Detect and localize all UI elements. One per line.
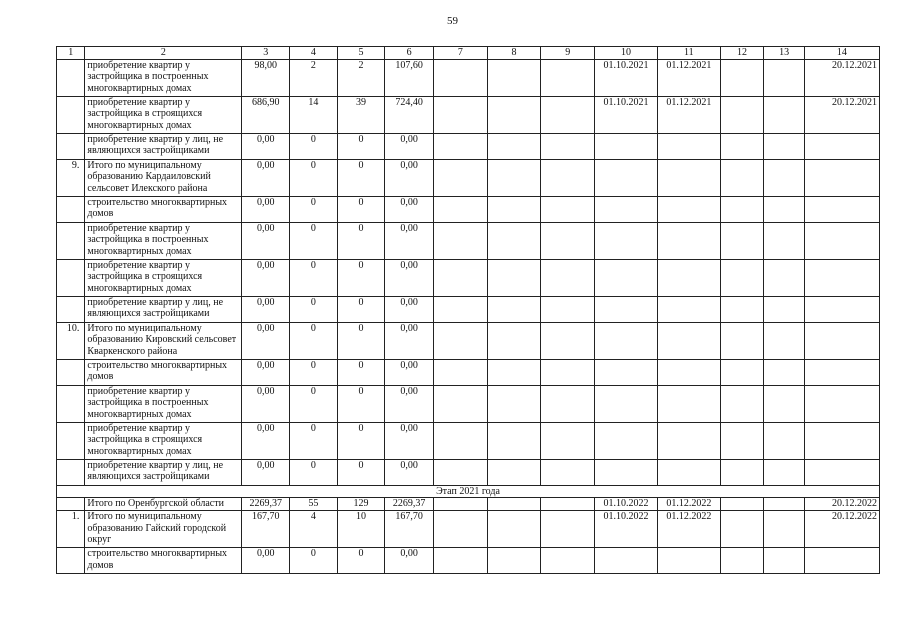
count-cell: 0 bbox=[337, 196, 385, 222]
amount-cell: 0,00 bbox=[385, 422, 434, 459]
empty-cell bbox=[764, 196, 805, 222]
empty-cell bbox=[541, 159, 595, 196]
empty-cell bbox=[720, 59, 764, 96]
date-cell: 01.12.2021 bbox=[657, 59, 720, 96]
date-cell bbox=[804, 422, 879, 459]
empty-cell bbox=[487, 96, 541, 133]
empty-cell bbox=[541, 133, 595, 159]
amount-cell: 0,00 bbox=[242, 222, 290, 259]
empty-cell bbox=[720, 422, 764, 459]
empty-cell bbox=[541, 459, 595, 485]
row-name-cell: Итого по муниципальному образованию Гайский городской округ bbox=[85, 511, 242, 548]
table-row bbox=[57, 296, 880, 322]
empty-cell bbox=[720, 385, 764, 422]
date-cell: 20.12.2022 bbox=[804, 511, 879, 548]
amount-cell: 0,00 bbox=[385, 259, 434, 296]
count-cell: 0 bbox=[337, 222, 385, 259]
date-cell bbox=[804, 196, 879, 222]
table-row bbox=[57, 322, 880, 359]
table-row bbox=[57, 259, 880, 296]
empty-cell bbox=[720, 459, 764, 485]
row-name-cell: Итого по муниципальному образованию Кардаиловский сельсовет Илекского района bbox=[85, 159, 242, 196]
row-name-cell: приобретение квартир у застройщика в строящихся многоквартирных домах bbox=[85, 96, 242, 133]
header-cell: 13 bbox=[764, 47, 805, 60]
empty-cell bbox=[433, 96, 487, 133]
empty-cell bbox=[720, 259, 764, 296]
date-cell bbox=[595, 422, 658, 459]
amount-cell: 167,70 bbox=[385, 511, 434, 548]
count-cell: 39 bbox=[337, 96, 385, 133]
header-row bbox=[57, 47, 880, 60]
empty-cell bbox=[487, 422, 541, 459]
table-row bbox=[57, 498, 880, 511]
row-name-cell: приобретение квартир у лиц, не являющихся застройщиками bbox=[85, 459, 242, 485]
empty-cell bbox=[764, 459, 805, 485]
table-row bbox=[57, 196, 880, 222]
header-cell: 11 bbox=[657, 47, 720, 60]
date-cell bbox=[657, 459, 720, 485]
table-row bbox=[57, 511, 880, 548]
stage-row bbox=[57, 485, 880, 498]
table-row bbox=[57, 385, 880, 422]
empty-cell bbox=[541, 498, 595, 511]
date-cell: 01.12.2022 bbox=[657, 498, 720, 511]
count-cell: 0 bbox=[290, 422, 338, 459]
empty-cell bbox=[764, 259, 805, 296]
empty-cell bbox=[541, 359, 595, 385]
row-name-cell: строительство многоквартирных домов bbox=[85, 548, 242, 574]
empty-cell bbox=[433, 548, 487, 574]
header-cell: 4 bbox=[290, 47, 338, 60]
row-name-cell: приобретение квартир у застройщика в построенных многоквартирных домах bbox=[85, 59, 242, 96]
table-row bbox=[57, 96, 880, 133]
count-cell: 14 bbox=[290, 96, 338, 133]
amount-cell: 0,00 bbox=[385, 385, 434, 422]
data-table bbox=[56, 46, 880, 574]
table-row bbox=[57, 359, 880, 385]
count-cell: 0 bbox=[337, 259, 385, 296]
empty-cell bbox=[487, 548, 541, 574]
amount-cell: 0,00 bbox=[385, 196, 434, 222]
amount-cell: 686,90 bbox=[242, 96, 290, 133]
empty-cell bbox=[541, 548, 595, 574]
amount-cell: 0,00 bbox=[385, 359, 434, 385]
table-row bbox=[57, 548, 880, 574]
header-cell: 9 bbox=[541, 47, 595, 60]
amount-cell: 0,00 bbox=[242, 296, 290, 322]
empty-cell bbox=[433, 385, 487, 422]
empty-cell bbox=[720, 133, 764, 159]
amount-cell: 167,70 bbox=[242, 511, 290, 548]
row-number-cell bbox=[57, 96, 85, 133]
date-cell bbox=[657, 422, 720, 459]
count-cell: 0 bbox=[337, 322, 385, 359]
empty-cell bbox=[487, 498, 541, 511]
page-number: 59 bbox=[447, 15, 458, 27]
empty-cell bbox=[433, 296, 487, 322]
row-number-cell: 10. bbox=[57, 322, 85, 359]
amount-cell: 0,00 bbox=[242, 133, 290, 159]
empty-cell bbox=[541, 385, 595, 422]
header-cell: 6 bbox=[385, 47, 434, 60]
date-cell bbox=[657, 359, 720, 385]
count-cell: 0 bbox=[290, 296, 338, 322]
table-row bbox=[57, 422, 880, 459]
row-name-cell: приобретение квартир у застройщика в построенных многоквартирных домах bbox=[85, 222, 242, 259]
header-cell: 2 bbox=[85, 47, 242, 60]
date-cell bbox=[657, 548, 720, 574]
amount-cell: 0,00 bbox=[242, 422, 290, 459]
row-number-cell: 1. bbox=[57, 511, 85, 548]
amount-cell: 0,00 bbox=[242, 359, 290, 385]
empty-cell bbox=[487, 159, 541, 196]
amount-cell: 0,00 bbox=[242, 548, 290, 574]
date-cell: 01.12.2022 bbox=[657, 511, 720, 548]
date-cell: 01.10.2022 bbox=[595, 511, 658, 548]
row-number-cell bbox=[57, 459, 85, 485]
date-cell bbox=[804, 385, 879, 422]
empty-cell bbox=[433, 511, 487, 548]
count-cell: 0 bbox=[290, 548, 338, 574]
row-number-cell bbox=[57, 59, 85, 96]
date-cell bbox=[804, 222, 879, 259]
date-cell bbox=[595, 222, 658, 259]
count-cell: 0 bbox=[290, 196, 338, 222]
row-number-cell bbox=[57, 222, 85, 259]
date-cell bbox=[657, 385, 720, 422]
count-cell: 0 bbox=[290, 385, 338, 422]
empty-cell bbox=[487, 196, 541, 222]
amount-cell: 0,00 bbox=[385, 133, 434, 159]
empty-cell bbox=[487, 296, 541, 322]
empty-cell bbox=[433, 322, 487, 359]
row-number-cell bbox=[57, 385, 85, 422]
empty-cell bbox=[487, 359, 541, 385]
amount-cell: 0,00 bbox=[385, 159, 434, 196]
empty-cell bbox=[433, 159, 487, 196]
count-cell: 0 bbox=[290, 222, 338, 259]
date-cell bbox=[657, 196, 720, 222]
amount-cell: 0,00 bbox=[385, 296, 434, 322]
row-name-cell: приобретение квартир у лиц, не являющихся застройщиками bbox=[85, 133, 242, 159]
empty-cell bbox=[541, 296, 595, 322]
empty-cell bbox=[764, 498, 805, 511]
empty-cell bbox=[720, 548, 764, 574]
date-cell bbox=[804, 548, 879, 574]
empty-cell bbox=[764, 159, 805, 196]
empty-cell bbox=[541, 322, 595, 359]
date-cell bbox=[595, 385, 658, 422]
empty-cell bbox=[764, 59, 805, 96]
empty-cell bbox=[720, 296, 764, 322]
empty-cell bbox=[433, 498, 487, 511]
count-cell: 0 bbox=[337, 133, 385, 159]
table-row bbox=[57, 222, 880, 259]
amount-cell: 0,00 bbox=[242, 259, 290, 296]
header-cell: 10 bbox=[595, 47, 658, 60]
empty-cell bbox=[433, 222, 487, 259]
table-row bbox=[57, 133, 880, 159]
count-cell: 0 bbox=[337, 159, 385, 196]
row-name-cell: приобретение квартир у лиц, не являющихся застройщиками bbox=[85, 296, 242, 322]
count-cell: 0 bbox=[337, 296, 385, 322]
row-name-cell: строительство многоквартирных домов bbox=[85, 196, 242, 222]
count-cell: 0 bbox=[337, 459, 385, 485]
row-number-cell bbox=[57, 422, 85, 459]
row-number-cell bbox=[57, 498, 85, 511]
date-cell: 01.10.2021 bbox=[595, 59, 658, 96]
empty-cell bbox=[433, 359, 487, 385]
date-cell bbox=[804, 322, 879, 359]
row-name-cell: приобретение квартир у застройщика в строящихся многоквартирных домах bbox=[85, 422, 242, 459]
date-cell: 20.12.2021 bbox=[804, 59, 879, 96]
row-number-cell bbox=[57, 359, 85, 385]
amount-cell: 0,00 bbox=[242, 385, 290, 422]
empty-cell bbox=[764, 548, 805, 574]
date-cell bbox=[804, 359, 879, 385]
date-cell: 01.12.2021 bbox=[657, 96, 720, 133]
row-name-cell: строительство многоквартирных домов bbox=[85, 359, 242, 385]
count-cell: 0 bbox=[337, 548, 385, 574]
amount-cell: 98,00 bbox=[242, 59, 290, 96]
date-cell: 01.10.2022 bbox=[595, 498, 658, 511]
empty-cell bbox=[541, 59, 595, 96]
row-name-cell: приобретение квартир у застройщика в построенных многоквартирных домах bbox=[85, 385, 242, 422]
row-number-cell bbox=[57, 196, 85, 222]
empty-cell bbox=[433, 259, 487, 296]
empty-cell bbox=[720, 511, 764, 548]
date-cell bbox=[595, 359, 658, 385]
count-cell: 0 bbox=[337, 385, 385, 422]
table-row bbox=[57, 159, 880, 196]
empty-cell bbox=[764, 422, 805, 459]
date-cell bbox=[657, 296, 720, 322]
empty-cell bbox=[720, 322, 764, 359]
amount-cell: 2269,37 bbox=[385, 498, 434, 511]
empty-cell bbox=[764, 222, 805, 259]
empty-cell bbox=[764, 296, 805, 322]
stage-label: Этап 2021 года bbox=[57, 485, 880, 498]
date-cell bbox=[804, 259, 879, 296]
header-cell: 7 bbox=[433, 47, 487, 60]
empty-cell bbox=[487, 222, 541, 259]
empty-cell bbox=[487, 459, 541, 485]
date-cell bbox=[595, 159, 658, 196]
count-cell: 0 bbox=[290, 359, 338, 385]
header-cell: 8 bbox=[487, 47, 541, 60]
count-cell: 0 bbox=[290, 259, 338, 296]
amount-cell: 0,00 bbox=[385, 459, 434, 485]
row-name-cell: Итого по муниципальному образованию Кировский сельсовет Кваркенского района bbox=[85, 322, 242, 359]
header-cell: 3 bbox=[242, 47, 290, 60]
empty-cell bbox=[487, 322, 541, 359]
date-cell bbox=[595, 133, 658, 159]
empty-cell bbox=[764, 133, 805, 159]
date-cell bbox=[595, 296, 658, 322]
empty-cell bbox=[541, 511, 595, 548]
empty-cell bbox=[433, 459, 487, 485]
count-cell: 10 bbox=[337, 511, 385, 548]
table-row bbox=[57, 59, 880, 96]
row-number-cell bbox=[57, 548, 85, 574]
empty-cell bbox=[764, 385, 805, 422]
amount-cell: 724,40 bbox=[385, 96, 434, 133]
amount-cell: 0,00 bbox=[242, 322, 290, 359]
date-cell bbox=[595, 548, 658, 574]
amount-cell: 0,00 bbox=[385, 548, 434, 574]
header-cell: 12 bbox=[720, 47, 764, 60]
date-cell bbox=[595, 322, 658, 359]
empty-cell bbox=[487, 59, 541, 96]
empty-cell bbox=[487, 259, 541, 296]
date-cell bbox=[657, 259, 720, 296]
empty-cell bbox=[541, 196, 595, 222]
date-cell bbox=[595, 259, 658, 296]
date-cell bbox=[657, 322, 720, 359]
amount-cell: 107,60 bbox=[385, 59, 434, 96]
date-cell: 01.10.2021 bbox=[595, 96, 658, 133]
table-row bbox=[57, 459, 880, 485]
count-cell: 55 bbox=[290, 498, 338, 511]
date-cell: 20.12.2022 bbox=[804, 498, 879, 511]
date-cell bbox=[804, 159, 879, 196]
empty-cell bbox=[720, 498, 764, 511]
count-cell: 2 bbox=[337, 59, 385, 96]
count-cell: 0 bbox=[290, 159, 338, 196]
count-cell: 0 bbox=[290, 322, 338, 359]
count-cell: 0 bbox=[290, 459, 338, 485]
date-cell bbox=[804, 459, 879, 485]
amount-cell: 2269,37 bbox=[242, 498, 290, 511]
date-cell bbox=[657, 222, 720, 259]
count-cell: 0 bbox=[337, 359, 385, 385]
date-cell: 20.12.2021 bbox=[804, 96, 879, 133]
date-cell bbox=[595, 459, 658, 485]
empty-cell bbox=[487, 511, 541, 548]
count-cell: 4 bbox=[290, 511, 338, 548]
empty-cell bbox=[433, 422, 487, 459]
header-cell: 14 bbox=[804, 47, 879, 60]
row-number-cell bbox=[57, 133, 85, 159]
empty-cell bbox=[541, 96, 595, 133]
empty-cell bbox=[764, 511, 805, 548]
count-cell: 0 bbox=[290, 133, 338, 159]
empty-cell bbox=[764, 359, 805, 385]
amount-cell: 0,00 bbox=[242, 196, 290, 222]
date-cell bbox=[657, 133, 720, 159]
empty-cell bbox=[720, 196, 764, 222]
date-cell bbox=[657, 159, 720, 196]
empty-cell bbox=[764, 96, 805, 133]
amount-cell: 0,00 bbox=[385, 222, 434, 259]
empty-cell bbox=[433, 196, 487, 222]
empty-cell bbox=[487, 385, 541, 422]
empty-cell bbox=[433, 59, 487, 96]
row-name-cell: Итого по Оренбургской области bbox=[85, 498, 242, 511]
count-cell: 2 bbox=[290, 59, 338, 96]
header-cell: 5 bbox=[337, 47, 385, 60]
row-number-cell: 9. bbox=[57, 159, 85, 196]
date-cell bbox=[804, 133, 879, 159]
row-number-cell bbox=[57, 259, 85, 296]
empty-cell bbox=[720, 222, 764, 259]
count-cell: 129 bbox=[337, 498, 385, 511]
count-cell: 0 bbox=[337, 422, 385, 459]
empty-cell bbox=[541, 222, 595, 259]
row-number-cell bbox=[57, 296, 85, 322]
empty-cell bbox=[433, 133, 487, 159]
empty-cell bbox=[541, 259, 595, 296]
empty-cell bbox=[764, 322, 805, 359]
empty-cell bbox=[720, 96, 764, 133]
amount-cell: 0,00 bbox=[242, 159, 290, 196]
header-cell: 1 bbox=[57, 47, 85, 60]
amount-cell: 0,00 bbox=[385, 322, 434, 359]
date-cell bbox=[595, 196, 658, 222]
empty-cell bbox=[487, 133, 541, 159]
date-cell bbox=[804, 296, 879, 322]
empty-cell bbox=[720, 359, 764, 385]
row-name-cell: приобретение квартир у застройщика в строящихся многоквартирных домах bbox=[85, 259, 242, 296]
empty-cell bbox=[720, 159, 764, 196]
empty-cell bbox=[541, 422, 595, 459]
amount-cell: 0,00 bbox=[242, 459, 290, 485]
